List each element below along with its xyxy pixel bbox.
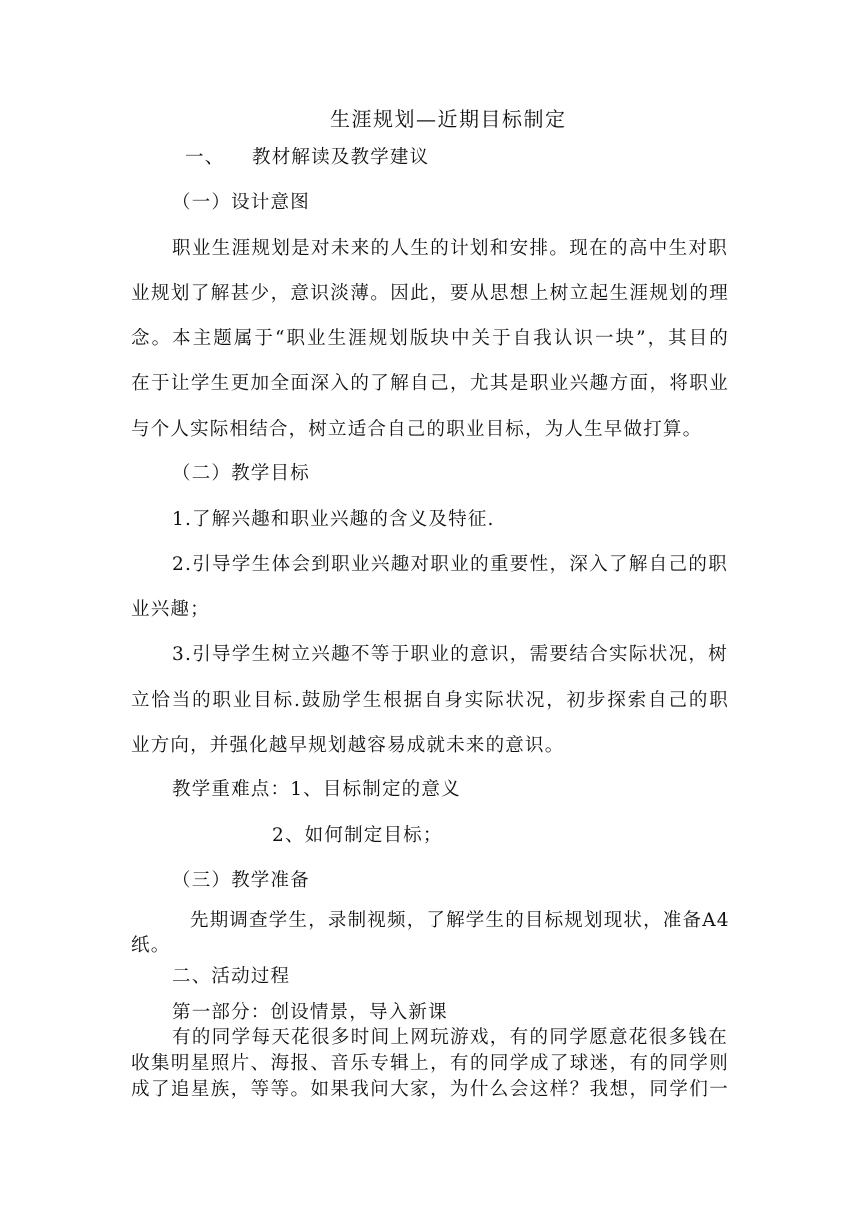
key-points-2: 2、如何制定目标； <box>272 825 443 846</box>
goal-3-line: 3.引导学生树立兴趣不等于职业的意识，需要结合实际状况，树 <box>172 644 728 665</box>
key-points-1: 教学重难点：1、目标制定的意义 <box>172 779 461 800</box>
subsection-teaching-goals: （二）教学目标 <box>172 463 310 484</box>
part-1-line: 有的同学每天花很多时间上网玩游戏，有的同学愿意花很多钱在 <box>172 1027 728 1048</box>
goal-2-line: 2.引导学生体会到职业兴趣对职业的重要性，深入了解自己的职 <box>172 554 728 575</box>
paragraph-line: 与个人实际相结合，树立适合自己的职业目标，为人生早做打算。 <box>131 419 703 440</box>
goal-3-line: 业方向，并强化越早规划越容易成就未来的意识。 <box>131 735 565 756</box>
paragraph-line: 在于让学生更加全面深入的了解自己，尤其是职业兴趣方面，将职业 <box>131 373 729 394</box>
document-title: 生涯规划—近期目标制定 <box>330 107 567 131</box>
subsection-teaching-prep: （三）教学准备 <box>172 870 310 891</box>
paragraph-line: 业规划了解甚少，意识淡薄。因此，要从思想上树立起生涯规划的理 <box>131 283 729 304</box>
section-1-heading: 教材解读及教学建议 <box>252 147 430 168</box>
paragraph-line: 念。本主题属于“职业生涯规划版块中关于自我认识一块”，其目的 <box>131 328 729 349</box>
paragraph-line: 职业生涯规划是对未来的人生的计划和安排。现在的高中生对职 <box>172 238 728 259</box>
part-1-heading: 第一部分：创设情景，导入新课 <box>172 1002 448 1023</box>
goal-3-line: 立恰当的职业目标.鼓励学生根据自身实际状况，初步探索自己的职 <box>131 690 729 711</box>
goal-1: 1.了解兴趣和职业兴趣的含义及特征. <box>172 509 495 530</box>
prep-line: 纸。 <box>131 935 171 956</box>
goal-2-line: 业兴趣； <box>131 599 210 620</box>
section-1-number: 一、 <box>185 147 225 168</box>
subsection-design-intent: （一）设计意图 <box>172 192 310 213</box>
part-1-line: 成了追星族，等等。如果我问大家，为什么会这样？我想，同学们一 <box>131 1079 729 1100</box>
section-2-heading: 二、活动过程 <box>172 966 291 987</box>
prep-line: 先期调查学生，录制视频，了解学生的目标规划现状，准备A4 <box>190 910 730 931</box>
part-1-line: 收集明星照片、海报、音乐专辑上，有的同学成了球迷，有的同学则 <box>131 1053 729 1074</box>
